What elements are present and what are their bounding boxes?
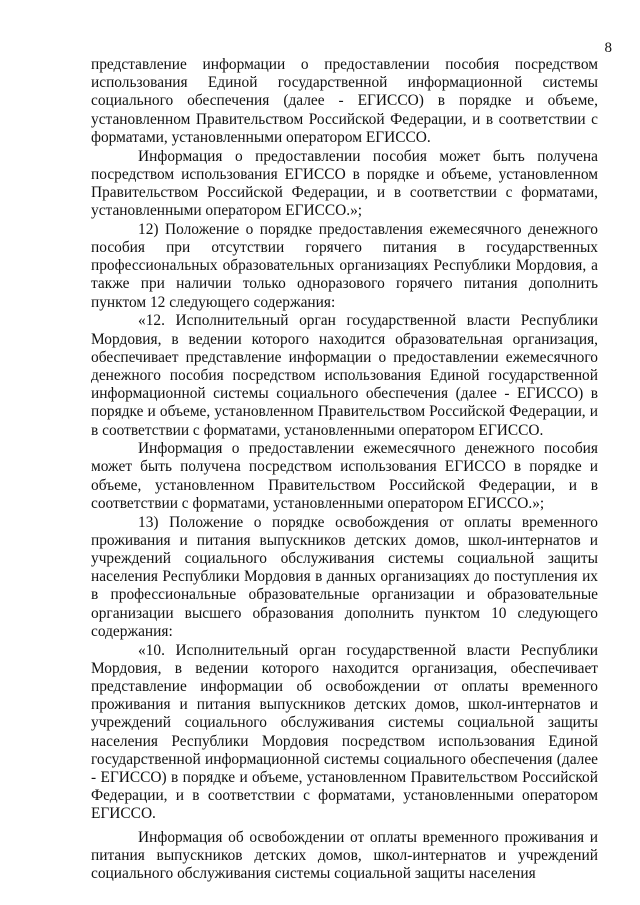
page-number: 8	[604, 40, 612, 56]
paragraph-6-item-13: 13) Положение о порядке освобождения от оплаты временного проживания и питания выпускников детских домов, школ-интернатов и учреждений социального обслуживания системы социальной защиты населения Республики Мордовия в данных организациях до поступления их в профессиональные образовательные организации и образовательные организации высшего образования дополнить пунктом 10 следующего содержания:	[91, 513, 598, 640]
paragraph-2: Информация о предоставлении пособия может быть получена посредством использования ЕГИССО в порядке и объеме, установленном Правительством Российской Федерации, и в соответствии с форматами, установленными оператором ЕГИССО.»;	[91, 147, 598, 220]
paragraph-3-item-12: 12) Положение о порядке предоставления ежемесячного денежного пособия при отсутствии горячего питания в государственных профессиональных образовательных организациях Республики Мордовия, а также при наличии только одноразового горячего питания дополнить пунктом 12 следующего содержания:	[91, 220, 598, 311]
paragraph-4-quoted-point-12: «12. Исполнительный орган государственной власти Республики Мордовия, в ведении которого находится образовательная организация, обеспечивает представление информации о предоставлении ежемесячного денежного пособия посредством использования Единой государственной информационной системы социального обеспечения (далее - ЕГИССО) в порядке и объеме, установленном Правительством Российской Федерации, и в соответствии с форматами, установленными оператором ЕГИССО.	[91, 312, 598, 439]
paragraph-5: Информация о предоставлении ежемесячного денежного пособия может быть получена посредством использования ЕГИССО в порядке и объеме, установленном Правительством Российской Федерации, и в соответствии с форматами, установленными оператором ЕГИССО.»;	[91, 440, 598, 512]
paragraph-7-quoted-point-10: «10. Исполнительный орган государственной власти Республики Мордовия, в ведении которого находится организация, обеспечивает представление информации об освобождении от оплаты временного проживания и питания выпускников детских домов, школ-интернатов и учреждений социального обслуживания системы социальной защиты населения Республики Мордовия посредством использования Единой государственной информационной системы социального обеспечения (далее - ЕГИССО) в порядке и объеме, установленном Правительством Российской Федерации, и в соответствии с форматами, установленными оператором ЕГИССО.	[91, 641, 598, 823]
paragraph-8: Информация об освобождении от оплаты временного проживания и питания выпускников детских домов, школ-интернатов и учреждений социального обслуживания системы социальной защиты населения	[91, 828, 598, 882]
paragraph-1: представление информации о предоставлении пособия посредством использования Единой государственной информационной системы социального обеспечения (далее - ЕГИССО) в порядке и объеме, установленном Правительством Российской Федерации, и в соответствии с форматами, установленными оператором ЕГИССО.	[91, 56, 598, 146]
document-body	[91, 56, 598, 883]
